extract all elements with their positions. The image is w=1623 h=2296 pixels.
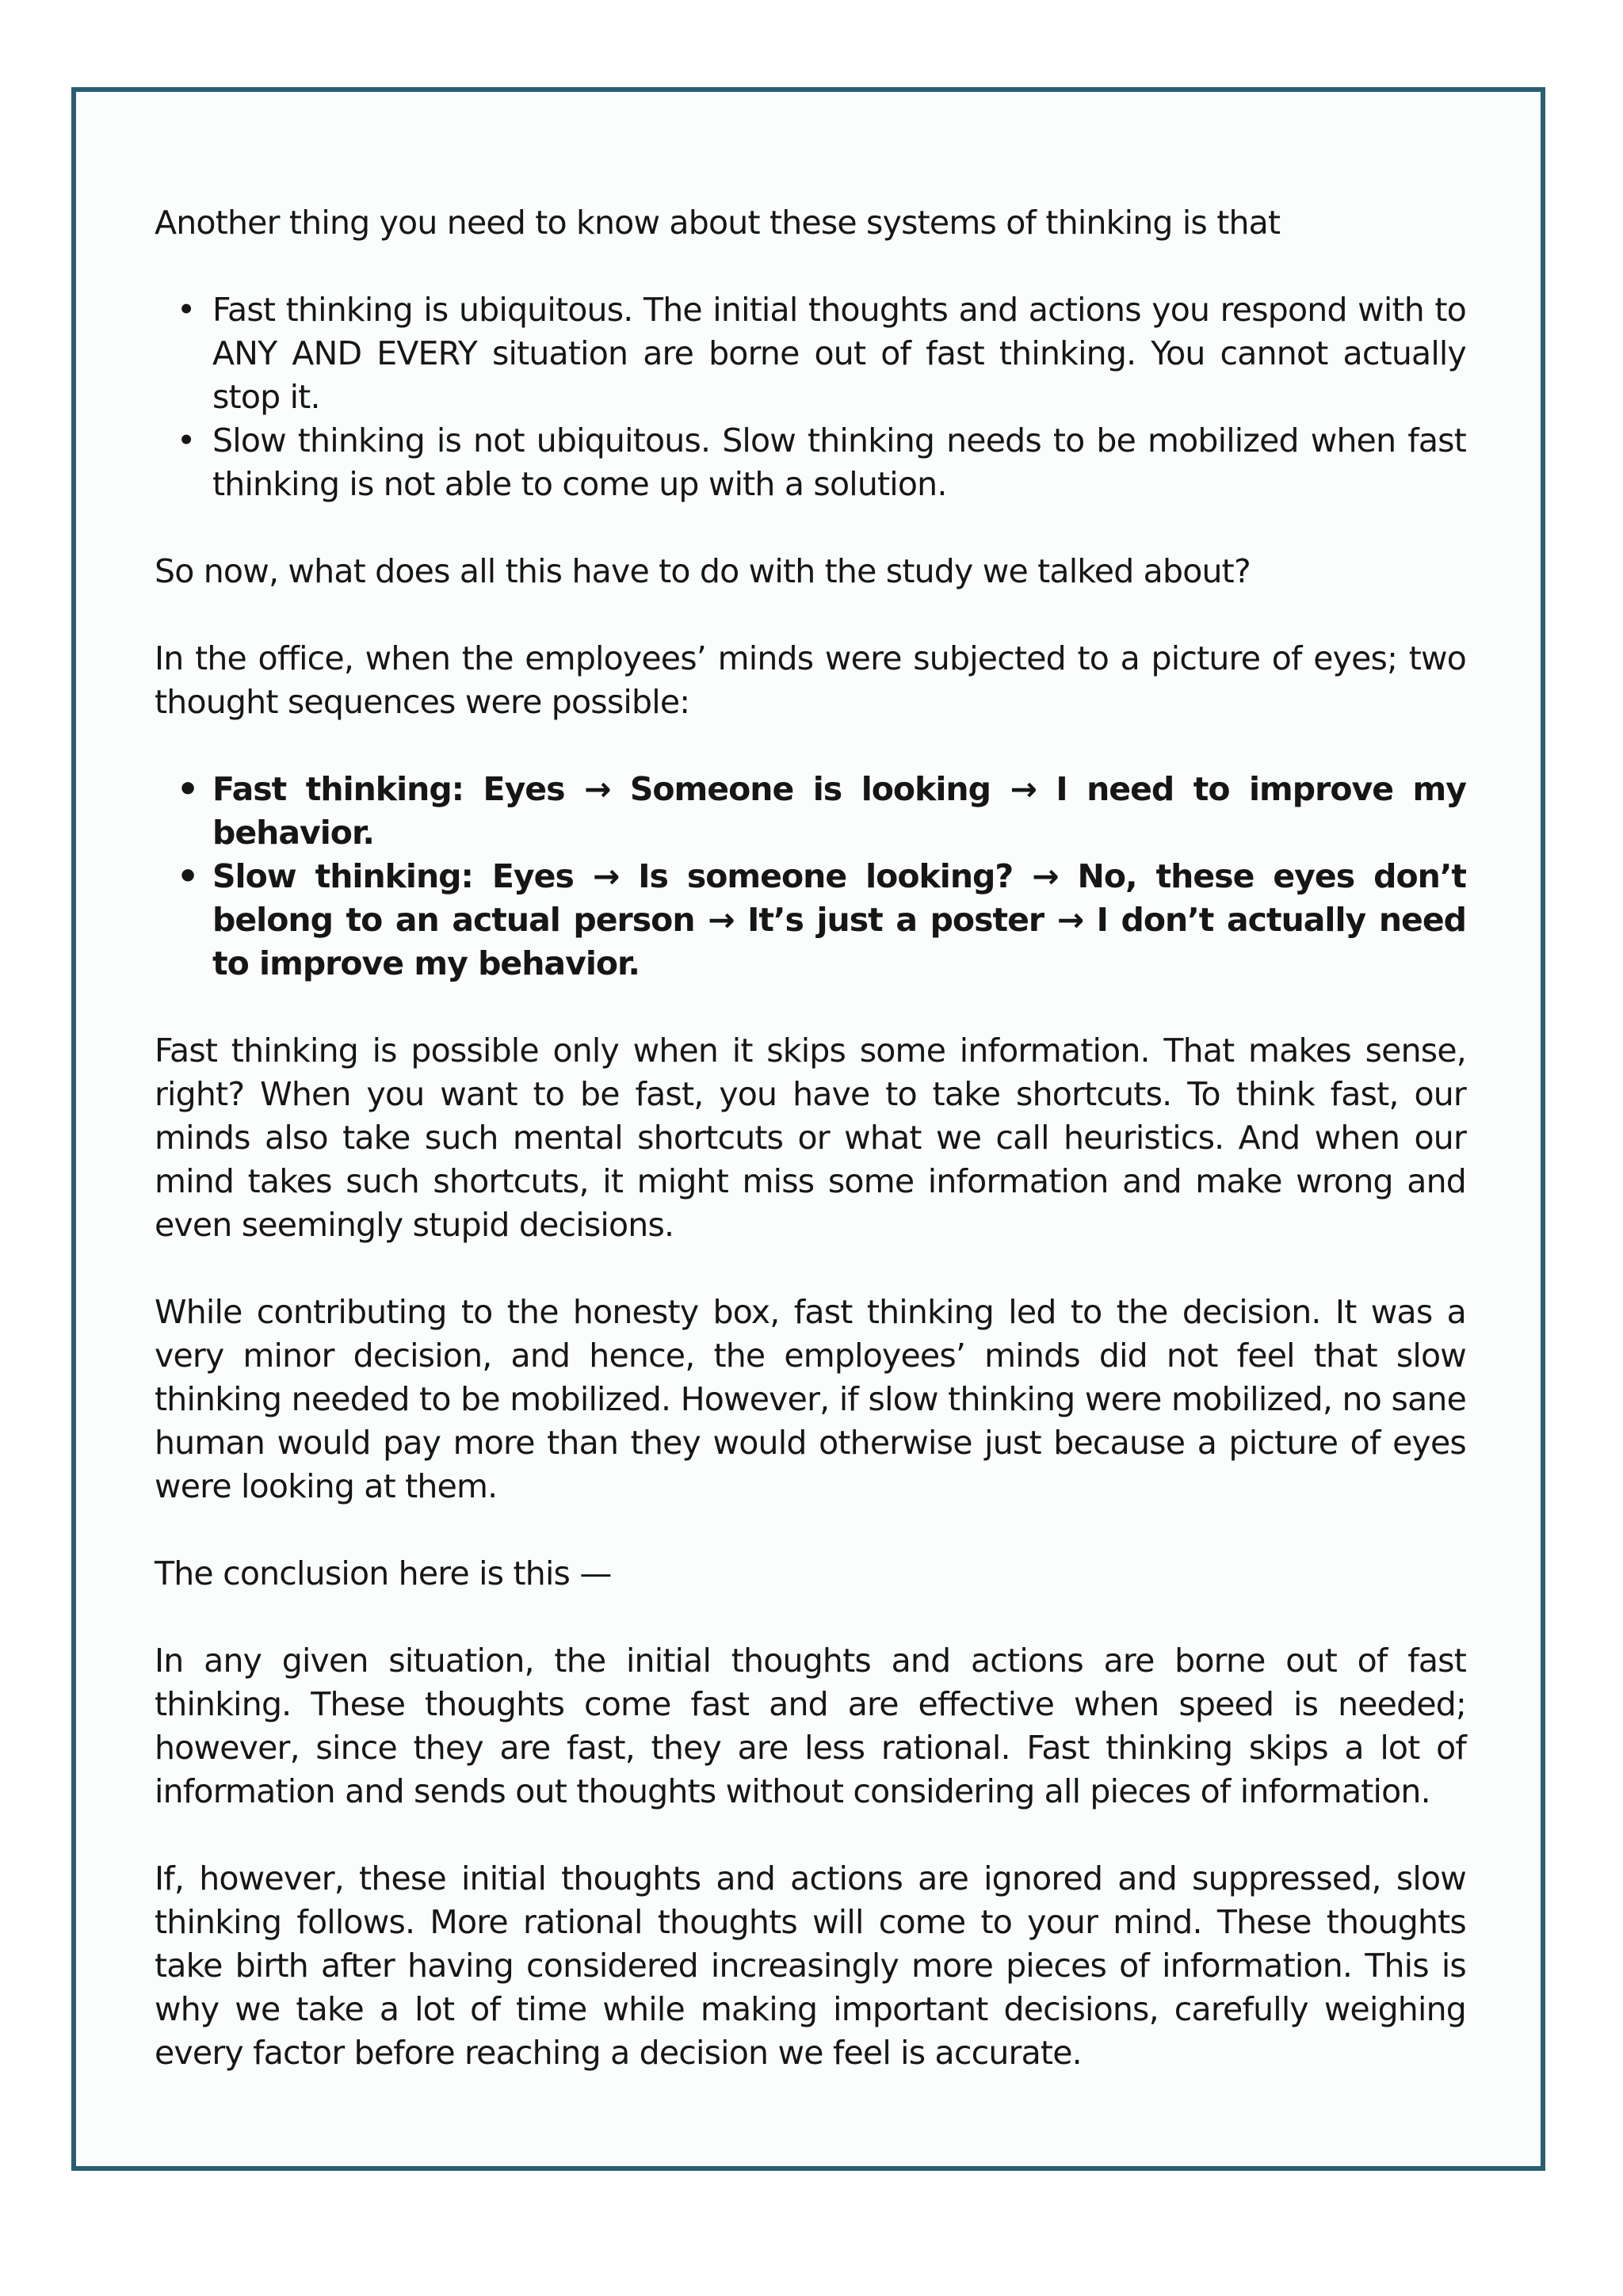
conclusion-paragraph: In any given situation, the initial thoughts and actions are borne out of fast thinking. These thoughts come fast and are effective when speed is needed; however, since they are fast, they are less rational. Fast thinking skips a lot of information and sends out thoughts without considering all pieces of information. [155, 1642, 1466, 1810]
heuristics-paragraph: Fast thinking is possible only when it skips some information. That makes sense, right? When you want to be fast, you have to take shortcuts. To think fast, our minds also take such mental shortcuts or what we call heuristics. And when our mind takes such shortcuts, it might miss some information and make wrong and even seemingly stupid decisions. [155, 1032, 1466, 1244]
list-item: • Fast thinking is ubiquitous. The initial thoughts and actions you respond with to ANY AND EVERY situation are borne out of fast thinking. You cannot actually stop it. [212, 288, 1466, 419]
list-item: • Slow thinking: Eyes → Is someone looking? → No, these eyes don’t belong to an actual person → It’s just a poster → I don’t actually need to improve my behavior. [212, 855, 1466, 986]
document-body [155, 201, 1466, 2075]
intro-paragraph: Another thing you need to know about these systems of thinking is that [155, 204, 1281, 242]
thought-sequence-list [155, 768, 1466, 986]
systems-bullet-list [155, 288, 1466, 506]
honesty-box-paragraph: While contributing to the honesty box, fast thinking led to the decision. It was a very minor decision, and hence, the employees’ minds did not feel that slow thinking needed to be mobilized. However, if slow thinking were mobilized, no sane human would pay more than they would otherwise just because a picture of eyes were looking at them. [155, 1293, 1466, 1505]
office-paragraph: In the office, when the employees’ minds were subjected to a picture of eyes; two thought sequences were possible: [155, 639, 1466, 721]
list-item: • Slow thinking is not ubiquitous. Slow thinking needs to be mobilized when fast thinking is not able to come up with a solution. [212, 419, 1466, 506]
slow-thinking-paragraph: If, however, these initial thoughts and actions are ignored and suppressed, slow thinking follows. More rational thoughts will come to your mind. These thoughts take birth after having considered increasingly more pieces of information. This is why we take a lot of time while making important decisions, carefully weighing every factor before reaching a decision we feel is accurate. [155, 1859, 1466, 2072]
list-item: • Fast thinking: Eyes → Someone is looking → I need to improve my behavior. [212, 768, 1466, 855]
question-paragraph: So now, what does all this have to do with the study we talked about? [155, 552, 1251, 590]
conclusion-intro-paragraph: The conclusion here is this — [155, 1554, 612, 1592]
